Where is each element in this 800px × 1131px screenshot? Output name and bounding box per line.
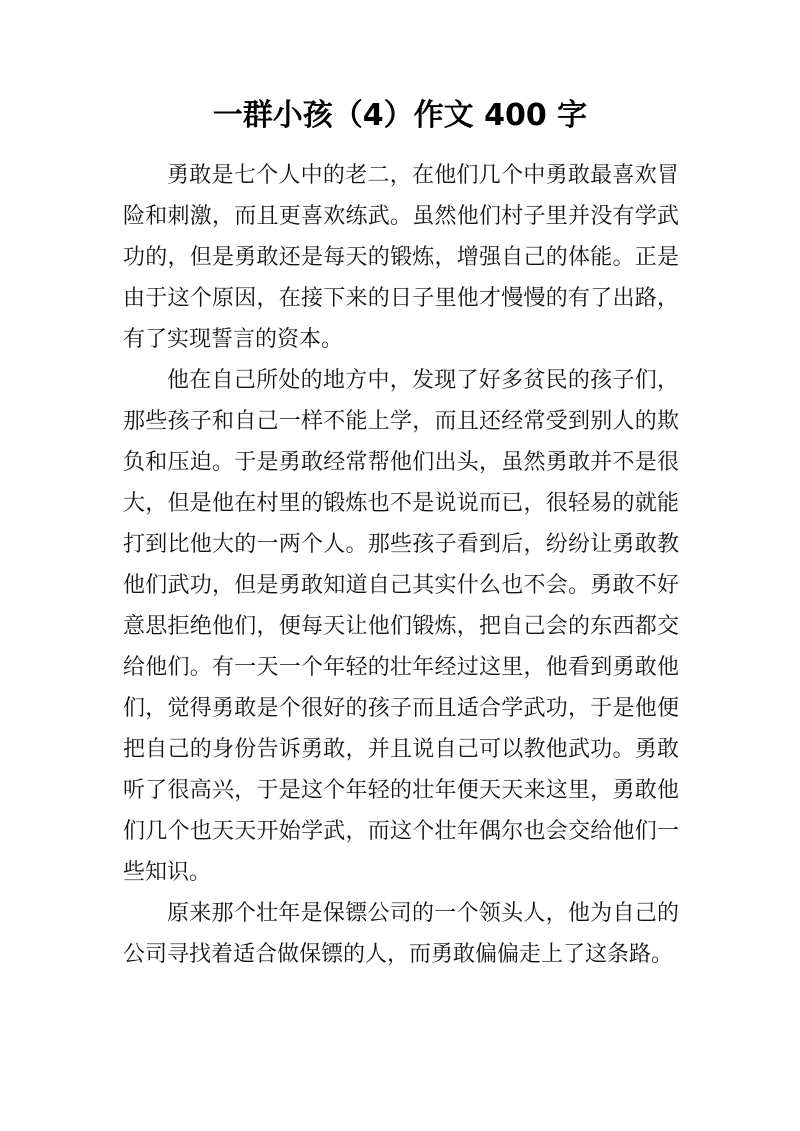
paragraph-3: 原来那个壮年是保镖公司的一个领头人，他为自己的公司寻找着适合做保镖的人，而勇敢偏偏走上了这条路。: [123, 901, 679, 967]
paragraph-1: 勇敢是七个人中的老二，在他们几个中勇敢最喜欢冒险和刺激，而且更喜欢练武。虽然他们村子里并没有学武功的，但是勇敢还是每天的锻炼，增强自己的体能。正是由于这个原因，在接下来的日子里他才慢慢的有了出路，有了实现誓言的资本。: [123, 163, 679, 352]
paragraph-2: 他在自己所处的地方中，发现了好多贫民的孩子们，那些孩子和自己一样不能上学，而且还经常受到别人的欺负和压迫。于是勇敢经常帮他们出头，虽然勇敢并不是很大，但是他在村里的锻炼也不是说说而已，很轻易的就能打到比他大的一两个人。那些孩子看到后，纷纷让勇敢教他们武功，但是勇敢知道自己其实什么也不会。勇敢不好意思拒绝他们，便每天让他们锻炼，把自己会的东西都交给他们。有一天一个年轻的壮年经过这里，他看到勇敢他们，觉得勇敢是个很好的孩子而且适合学武功，于是他便把自己的身份告诉勇敢，并且说自己可以教他武功。勇敢听了很高兴，于是这个年轻的壮年便天天来这里，勇敢他们几个也天天开始学武，而这个壮年偶尔也会交给他们一些知识。: [123, 368, 679, 885]
document-title: 一群小孩（4）作文 400 字: [212, 98, 588, 133]
document-body: [123, 155, 679, 975]
